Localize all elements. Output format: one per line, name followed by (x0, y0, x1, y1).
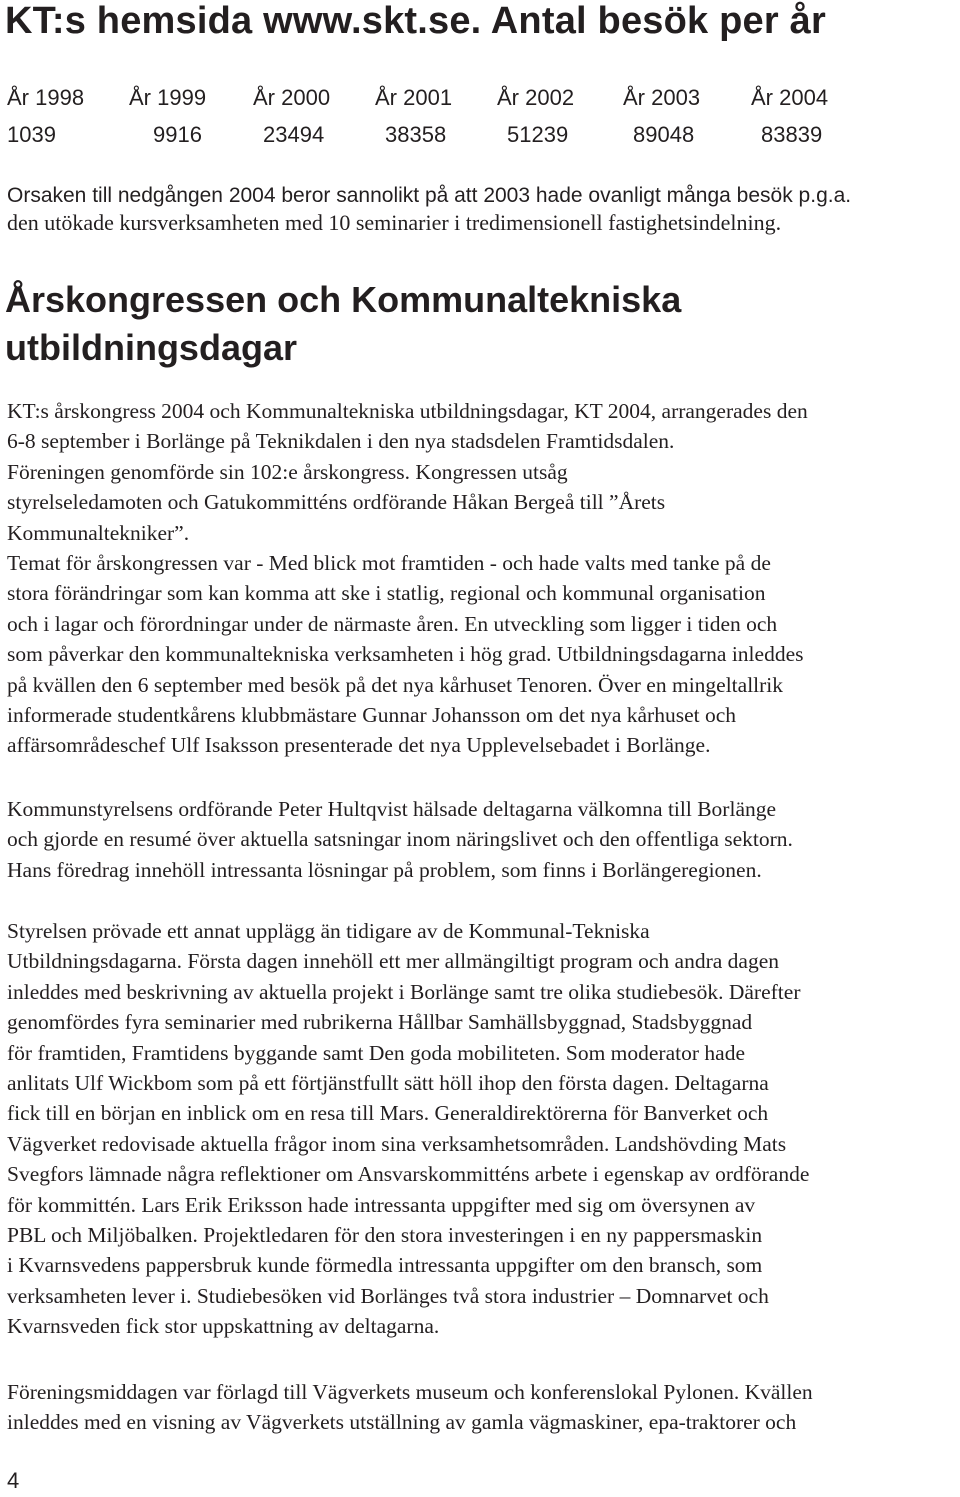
count-cell: 51239 (507, 122, 569, 147)
text-line: inleddes med beskrivning av aktuella projekt i Borlänge samt tre olika studiebesök. Därefter (7, 979, 801, 1004)
text-line: för framtiden, Framtidens byggande samt Den goda mobiliteten. Som moderator hade (7, 1040, 745, 1065)
year-cell: År 2000 (253, 85, 331, 110)
text-line: Vägverket redovisade aktuella frågor inom sina verksamhetsområden. Landshövding Mats (7, 1131, 787, 1156)
text-line: i Kvarnsvedens pappersbruk kunde förmedla intressanta uppgifter om den bransch, som (7, 1253, 763, 1278)
text-line: Svegfors lämnade några reflektioner om Ansvarskommitténs arbete i egenskap av ordförande (7, 1162, 810, 1187)
count-cell: 89048 (633, 122, 695, 147)
count-cell: 83839 (761, 122, 823, 147)
text-line: KT:s årskongress 2004 och Kommunaltekniska utbildningsdagar, KT 2004, arrangerades den (7, 399, 808, 423)
text-line: som påverkar den kommunaltekniska verksamheten i hög grad. Utbildningsdagarna inleddes (7, 642, 804, 667)
text-line: Kommunstyrelsens ordförande Peter Hultqvist hälsade deltagarna välkomna till Borlänge (7, 797, 777, 821)
text-line: verksamheten lever i. Studiebesöken vid Borlänges två stora industrier – Domnarvet och (7, 1283, 769, 1308)
text-line: anlitats Ulf Wickbom som på ett förtjänstfullt sätt höll ihop den första dagen. Deltagarna (7, 1071, 769, 1096)
text-line: genomfördes fyra seminarier med rubrikerna Hållbar Samhällsbyggnad, Stadsbyggnad (7, 1010, 753, 1035)
text-line: och gjorde en resumé över aktuella satsningar inom näringslivet och den offentliga sektorn. (7, 827, 793, 852)
text-line: Kommunaltekniker”. (7, 520, 190, 545)
paragraph (7, 1377, 957, 1438)
text-line: Styrelsen prövade ett annat upplägg än tidigare av de Kommunal-Tekniska (7, 919, 650, 943)
year-cell: År 1998 (7, 85, 85, 110)
paragraph (7, 794, 957, 885)
text-line: inleddes med en visning av Vägverkets utställning av gamla vägmaskiner, epa-traktorer och (7, 1410, 797, 1435)
text-line: Utbildningsdagarna. Första dagen innehöll ett mer allmängiltigt program och andra dagen (7, 949, 779, 974)
page-number: 4 (7, 1468, 20, 1493)
text-line: på kvällen den 6 september med besök på det nya kårhuset Tenoren. Över en mingeltallrik (7, 672, 784, 697)
text-line: Föreningen genomförde sin 102:e årskongress. Kongressen utsåg (7, 459, 568, 484)
text-line: PBL och Miljöbalken. Projektledaren för den stora investeringen i en ny pappersmaskin (7, 1223, 763, 1248)
note-line: Orsaken till nedgången 2004 beror sannolikt på att 2003 hade ovanligt många besök p.g.a. (7, 184, 852, 207)
paragraph (7, 396, 957, 548)
text-line: stora förändringar som kan komma att ske i statlig, regional och kommunal organisation (7, 581, 766, 606)
paragraph (7, 548, 957, 761)
text-line: Temat för årskongressen var - Med blick mot framtiden - och hade valts med tanke på de (7, 551, 771, 575)
year-cell: År 2001 (375, 85, 453, 110)
text-line: 6-8 september i Borlänge på Teknikdalen i den nya stadsdelen Framtidsdalen. (7, 429, 675, 454)
note-line: den utökade kursverksamheten med 10 seminarier i tredimensionell fastighetsindelning. (7, 210, 782, 235)
heading-line: utbildningsdagar (5, 327, 297, 368)
page-title: KT:s hemsida www.skt.se. Antal besök per år (5, 0, 826, 42)
text-line: Föreningsmiddagen var förlagd till Vägverkets museum och konferenslokal Pylonen. Kvällen (7, 1380, 813, 1404)
year-cell: År 1999 (129, 85, 207, 110)
text-line: och i lagar och förordningar under de närmaste åren. En utveckling som ligger i tiden och (7, 611, 778, 636)
text-line: fick till en början en inblick om en resa till Mars. Generaldirektörerna för Banverket och (7, 1101, 769, 1126)
year-cell: År 2003 (623, 85, 701, 110)
visits-note (7, 182, 957, 236)
count-cell: 23494 (263, 122, 325, 147)
text-line: informerade studentkårens klubbmästare Gunnar Johansson om det nya kårhuset och (7, 703, 737, 728)
section-heading (5, 276, 945, 372)
count-cell: 38358 (385, 122, 447, 147)
paragraph (7, 916, 957, 1342)
text-line: styrelseledamoten och Gatukommitténs ordförande Håkan Bergeå till ”Årets (7, 490, 666, 515)
text-line: för kommittén. Lars Erik Eriksson hade intressanta uppgifter med sig om översynen av (7, 1192, 756, 1217)
year-cell: År 2002 (497, 85, 575, 110)
text-line: affärsområdeschef Ulf Isaksson presenterade det nya Upplevelsebadet i Borlänge. (7, 733, 711, 758)
count-cell: 9916 (153, 122, 202, 147)
text-line: Hans föredrag innehöll intressanta lösningar på problem, som finns i Borlängeregionen. (7, 857, 762, 882)
heading-line: Årskongressen och Kommunaltekniska (5, 279, 682, 320)
count-cell: 1039 (7, 122, 56, 147)
text-line: Kvarnsveden fick stor uppskattning av deltagarna. (7, 1314, 440, 1339)
year-cell: År 2004 (751, 85, 829, 110)
